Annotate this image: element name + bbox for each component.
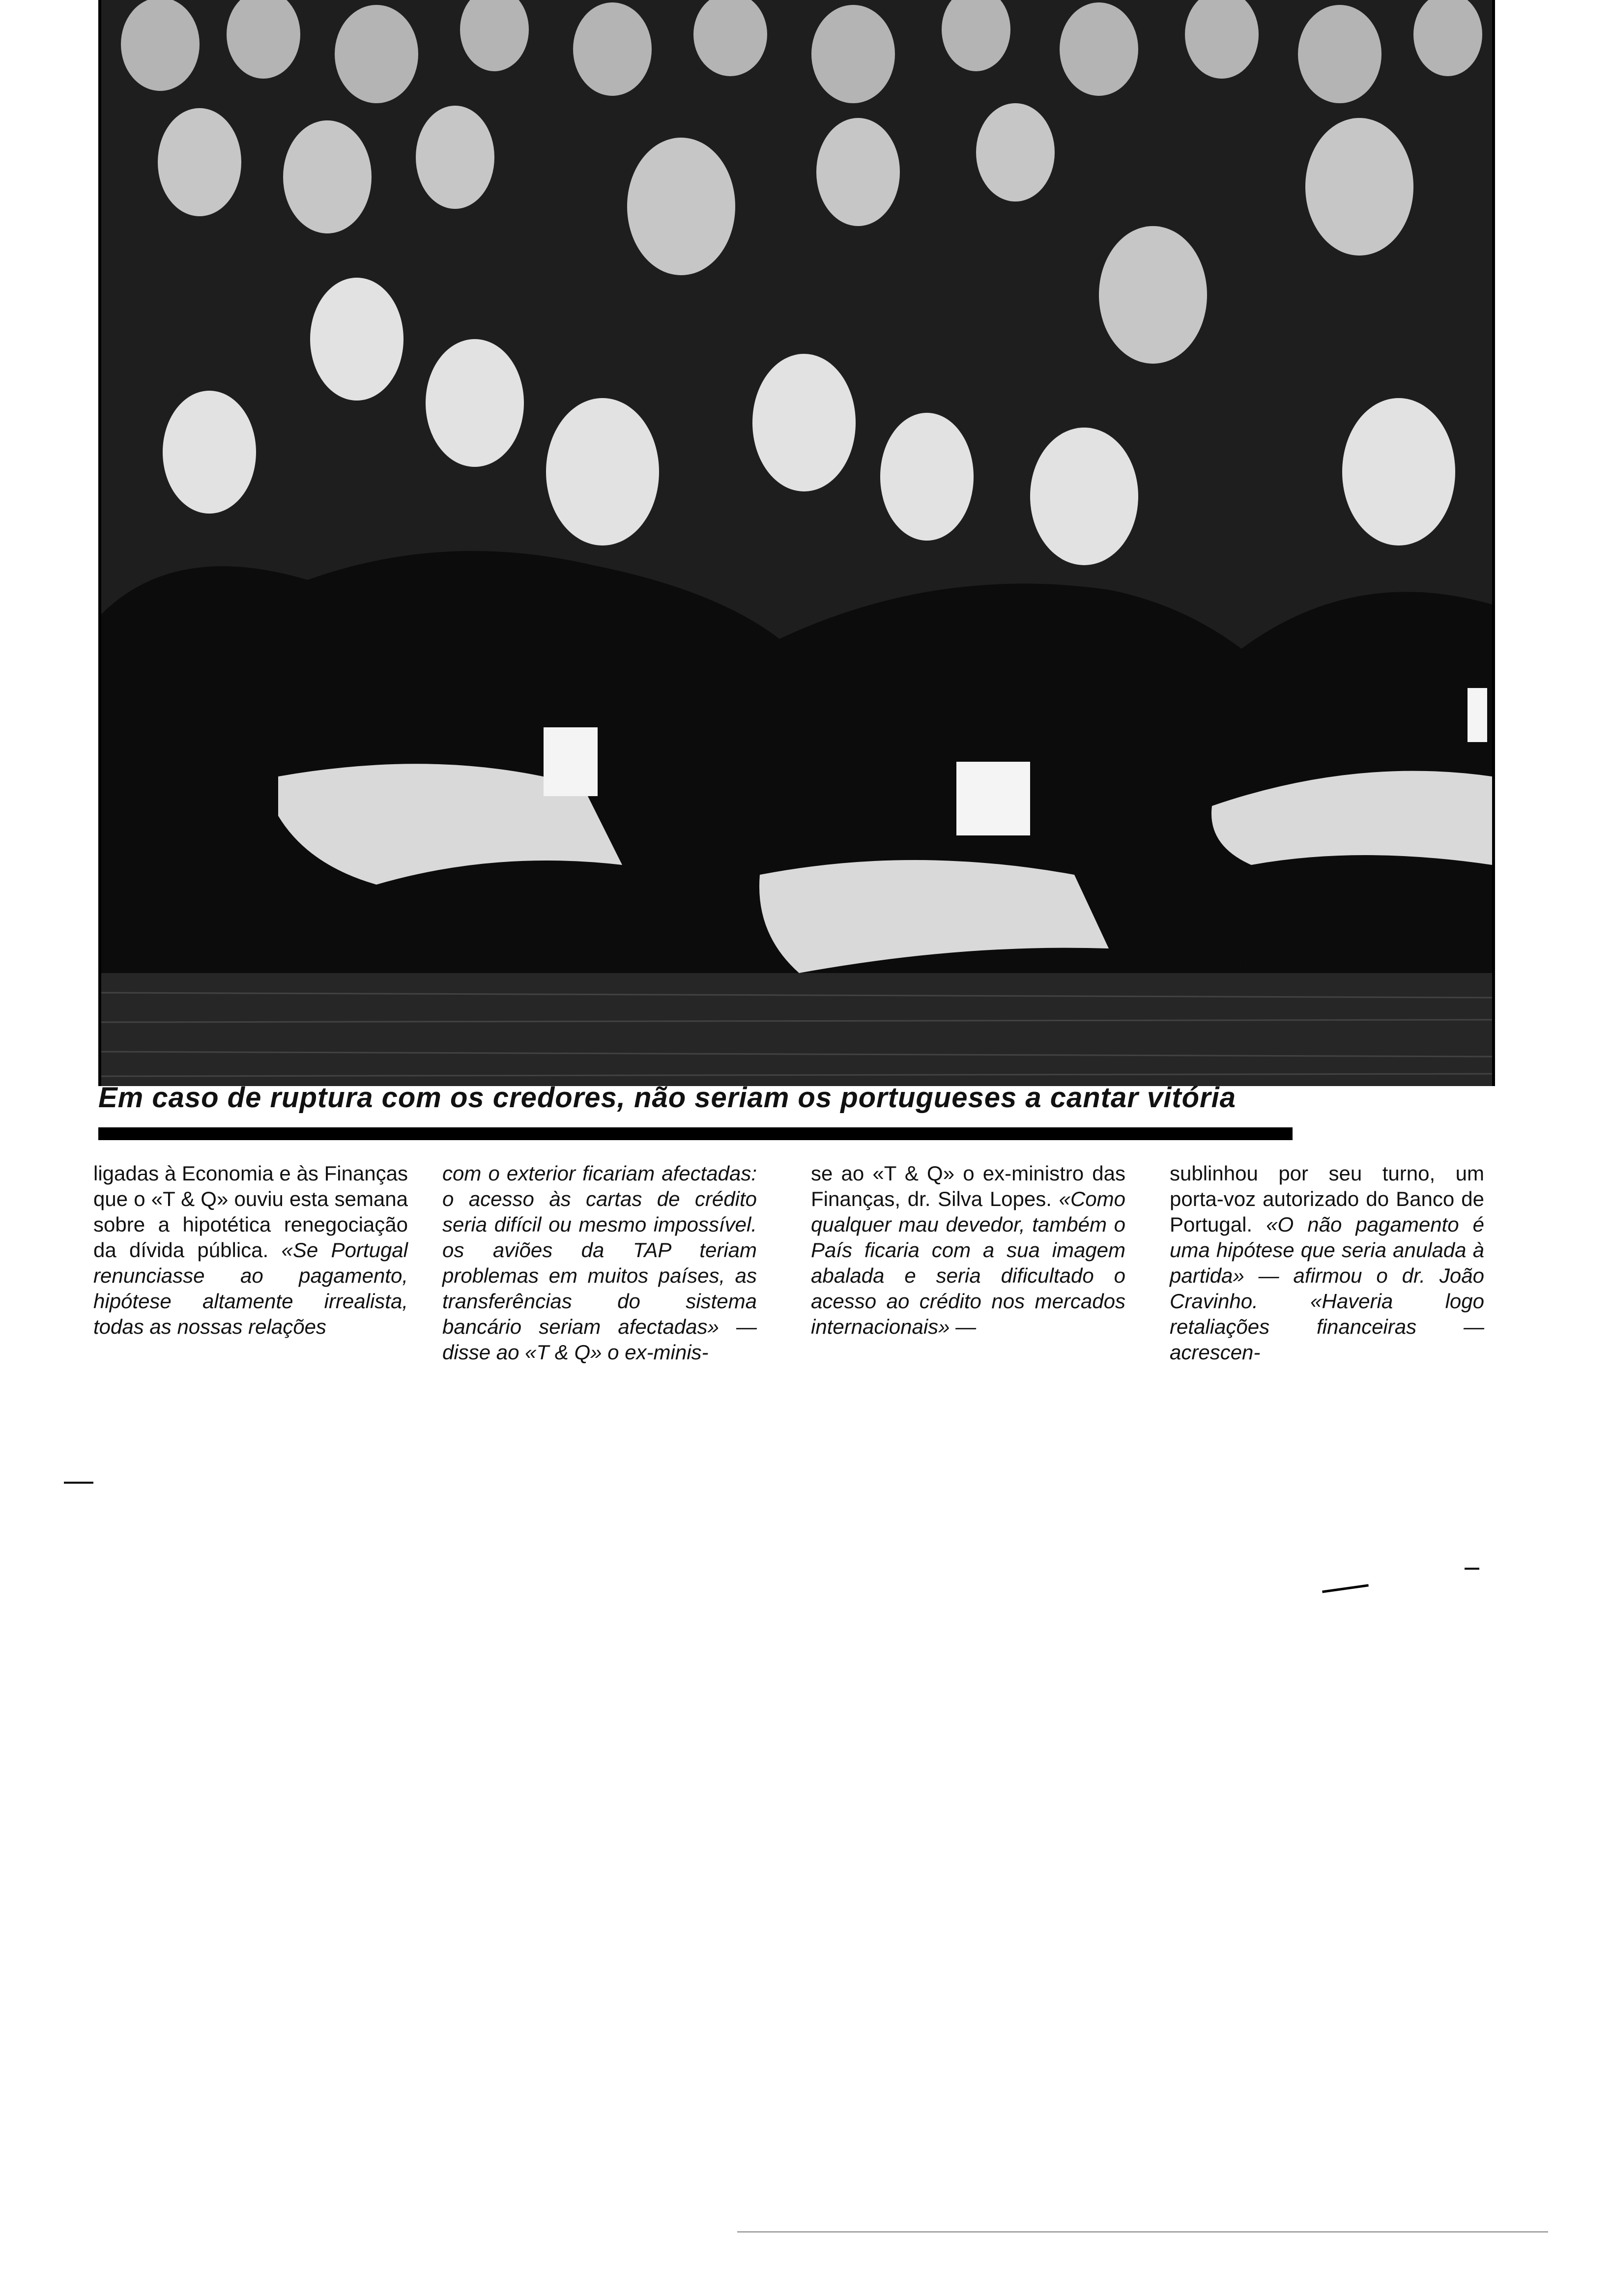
column-4-text: sublinhou por seu turno, um porta-voz autorizado do Banco de Portugal.	[1170, 1162, 1484, 1236]
caption-rule	[98, 1127, 1293, 1140]
article-column-2	[442, 1161, 757, 1365]
photo-caption: Em caso de ruptura com os credores, não seriam os portugueses a cantar vitória	[98, 1082, 1236, 1114]
article-column-4	[1170, 1161, 1484, 1365]
scan-mark	[1322, 1584, 1369, 1593]
column-4-quote: «O não pagamento é uma hipótese que seria anulada à partida» — afirmou o dr. João Cravinho. «Haveria logo retaliações financeiras — acrescen-	[1170, 1213, 1485, 1364]
column-3-quote: «Como qualquer mau devedor, também o País ficaria com a sua imagem abalada e seria dificultado o acesso ao crédito nos mercados internacionais» —	[811, 1187, 1125, 1338]
column-2-quote: com o exterior ficariam afectadas: o acesso às cartas de crédito seria difícil ou mesmo impossível. os aviões da TAP teriam problemas em muitos países, as transferências do sistema bancário seriam afectadas» — disse ao «T & Q» o ex-minis-	[442, 1162, 757, 1364]
column-1-text: ligadas à Economia e às Finanças que o «T & Q» ouviu esta semana sobre a hipotética renegociação da dívida pública.	[93, 1162, 408, 1262]
column-3-text: se ao «T & Q» o ex-ministro das Finanças, dr. Silva Lopes.	[811, 1162, 1125, 1210]
scan-mark	[1465, 1568, 1479, 1570]
news-photo-crowd	[98, 0, 1495, 1086]
scan-mark	[737, 2231, 1548, 2233]
column-1-quote: «Se Portugal renunciasse ao pagamento, hipótese altamente irrealista, todas as nossas relações	[93, 1238, 408, 1338]
scan-mark	[64, 1482, 93, 1484]
article-column-1	[93, 1161, 408, 1340]
article-column-3	[811, 1161, 1125, 1340]
